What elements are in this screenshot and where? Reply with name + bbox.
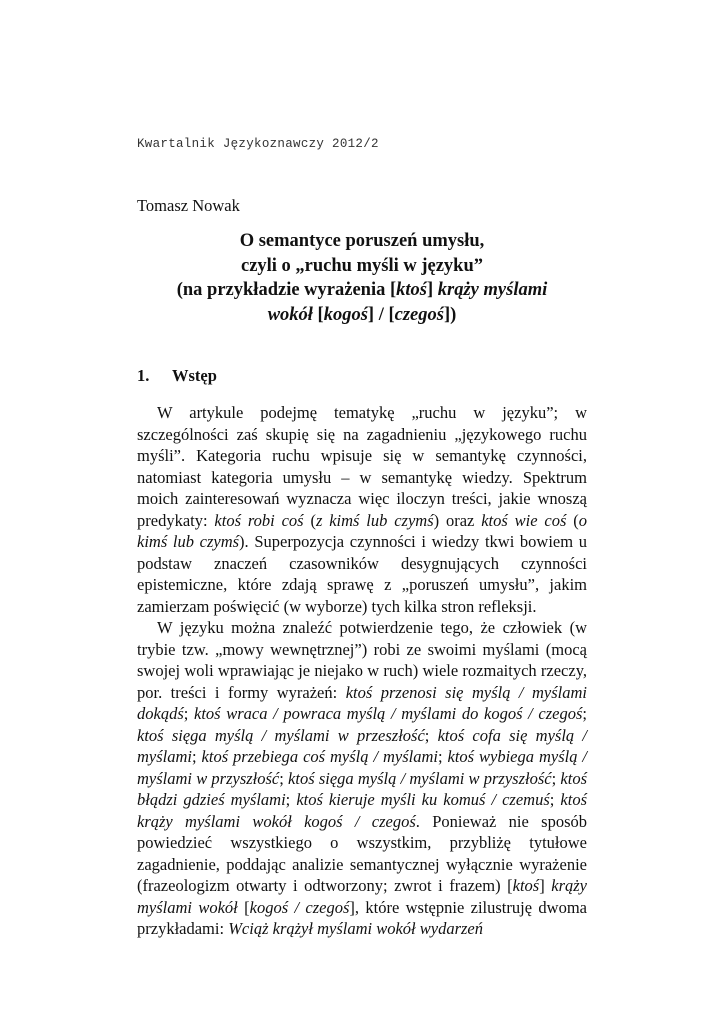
paragraph-1: W artykule podejmę tematykę „ruchu w języku”; w szczególności zaś skupię się na zagadnieniu „językowego ruchu myśli”. Kategoria ruchu wpisuje się w semantykę czynności, natomiast kategoria umysłu – w semantykę wiedzy. Spektrum moich zainteresowań wyznacza więc iloczyn treści, jakie wnoszą predykaty: ktoś robi coś (z kimś lub czymś) oraz ktoś wie coś (o kimś lub czymś). Superpozycja czynności i wiedzy tkwi bowiem u podstaw znaczeń czasowników desygnujących czynności epistemiczne, które zdają sprawę z „poruszeń umysłu”, jakim zamierzam poświęcić (w wyborze) tych kilka stron refleksji. bbox=[137, 403, 588, 616]
journal-header: Kwartalnik Językoznawczy 2012/2 bbox=[137, 137, 379, 151]
title-line-2: czyli o „ruchu myśli w języku” bbox=[240, 255, 484, 276]
paragraph-2: W języku można znaleźć potwierdzenie tego, że człowiek (w trybie tzw. „mowy wewnętrznej”) robi ze swoimi myślami (mocą swojej woli wprawiając je niejako w ruch) wiele rozmaitych rzeczy, por. treści i formy wyrażeń: ktoś przenosi się myślą / myślami dokądś; ktoś wraca / powraca myślą / myślami do kogoś / czegoś; ktoś sięga myślą / myślami w przeszłość; ktoś cofa się myślą / myślami; ktoś przebiega coś myślą / myślami; ktoś wybiega myślą / myślami w przyszłość; ktoś sięga myślą / myślami w przyszłość; ktoś błądzi gdzieś myślami; ktoś kieruje myśli ku komuś / czemuś; ktoś krąży myślami wokół kogoś / czegoś. Ponieważ nie sposób powiedzieć wszystkiego o wszystkim, przybliżę tytułowe zagadnienie, poddając analizie semantycznej wyłącznie wyrażenie (frazeologizm otwarty i odtworzony; zwrot i frazem) [ktoś] krąży myślami wokół [kogoś / czegoś], które wstępnie zilustruję dwoma przykładami: Wciąż krążył myślami wokół wydarzeń bbox=[137, 618, 588, 938]
section-number: 1. bbox=[137, 366, 150, 385]
author-name: Tomasz Nowak bbox=[137, 196, 240, 215]
article-title bbox=[137, 229, 587, 327]
title-line-4: wokół [kogoś] / [czegoś]) bbox=[267, 304, 457, 325]
title-line-1: O semantyce poruszeń umysłu, bbox=[239, 231, 485, 251]
body-text bbox=[137, 402, 587, 940]
section-title: Wstęp bbox=[172, 366, 217, 385]
section-heading bbox=[137, 366, 217, 386]
title-line-3: (na przykładzie wyrażenia [ktoś] krąży myślami bbox=[176, 280, 548, 300]
